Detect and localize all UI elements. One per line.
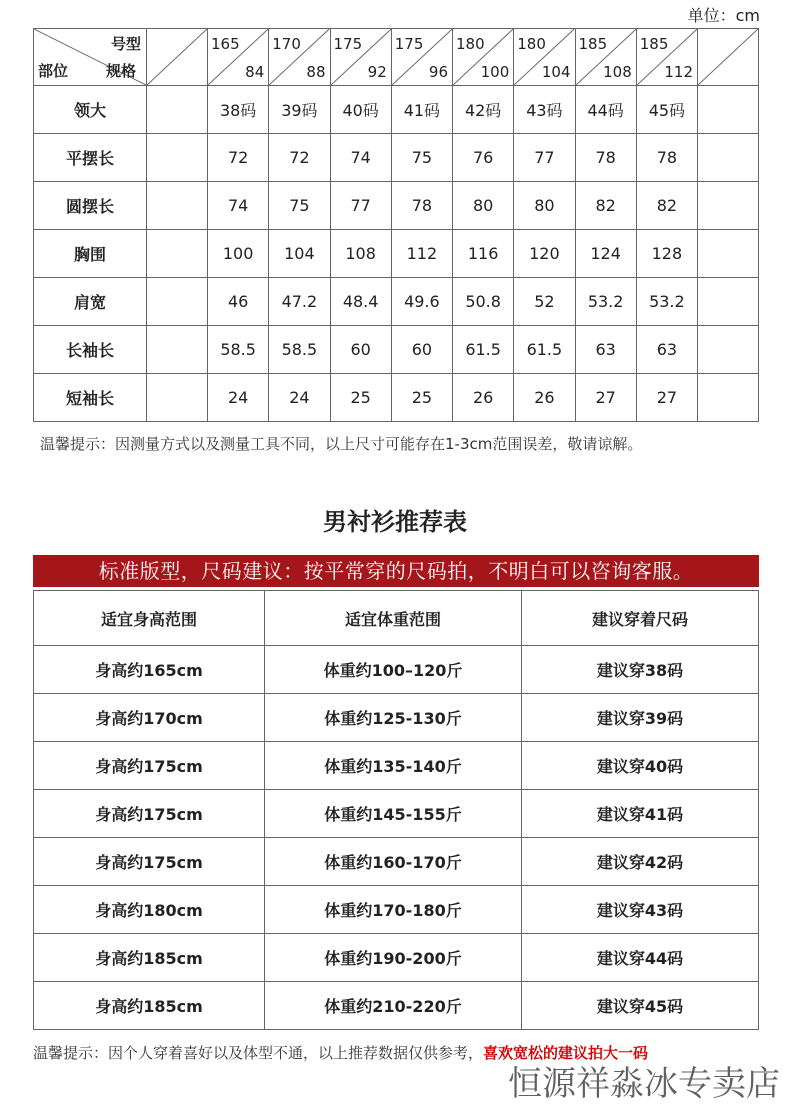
size-value-cell: 61.5 [514,326,575,374]
size-value-cell: 38码 [208,86,269,134]
size-cell: 建议穿41码 [522,790,759,838]
size-value-cell: 48.4 [330,278,391,326]
size-value-cell: 124 [575,230,636,278]
size-value-cell: 74 [330,134,391,182]
size-value-cell: 61.5 [453,326,514,374]
recommend-row [34,646,759,694]
size-header-row [34,29,759,86]
size-value-cell: 58.5 [208,326,269,374]
header-height-value: 180 [456,35,485,53]
size-value-cell: 82 [575,182,636,230]
size-cell: 建议穿39码 [522,694,759,742]
size-row [34,86,759,134]
size-value-cell: 75 [391,134,452,182]
empty-cell-end [698,278,759,326]
size-value-cell: 27 [575,374,636,422]
empty-cell [147,278,208,326]
empty-cell-end [698,86,759,134]
size-value-cell: 72 [269,134,330,182]
size-value-cell: 112 [391,230,452,278]
empty-cell-end [698,230,759,278]
empty-cell [147,182,208,230]
header-chest-value: 92 [367,63,387,81]
header-chest-value: 96 [428,63,448,81]
height-cell: 身高约175cm [34,790,265,838]
size-cell: 建议穿44码 [522,934,759,982]
row-label: 长袖长 [34,326,147,374]
header-height-value: 175 [333,35,363,53]
size-value-cell: 45码 [636,86,697,134]
weight-cell: 体重约100–120斤 [265,646,522,694]
size-value-cell: 24 [269,374,330,422]
header-suggested-size: 建议穿着尺码 [522,591,759,646]
weight-cell: 体重约190-200斤 [265,934,522,982]
header-height-value: 180 [517,35,546,53]
recommend-row [34,886,759,934]
row-label: 胸围 [34,230,147,278]
weight-cell: 体重约135-140斤 [265,742,522,790]
header-chest-value: 100 [480,63,510,81]
size-cell: 建议穿38码 [522,646,759,694]
corner-bottom-right-label: 规格 [105,62,136,80]
height-cell: 身高约165cm [34,646,265,694]
weight-cell: 体重约125-130斤 [265,694,522,742]
size-value-cell: 53.2 [575,278,636,326]
size-value-cell: 128 [636,230,697,278]
row-label: 平摆长 [34,134,147,182]
header-height-range: 适宜身高范围 [34,591,265,646]
header-chest-value: 108 [603,63,632,81]
fit-tip-highlight: 喜欢宽松的建议拍大一码 [483,1044,649,1062]
header-height-value: 175 [394,35,424,53]
size-value-cell: 72 [208,134,269,182]
size-value-cell: 77 [330,182,391,230]
size-row [34,230,759,278]
recommend-table [33,590,759,1030]
size-value-cell: 39码 [269,86,330,134]
size-value-cell: 46 [208,278,269,326]
size-row [34,182,759,230]
row-label: 短袖长 [34,374,147,422]
size-cell: 建议穿42码 [522,838,759,886]
size-header-7 [636,29,697,86]
size-value-cell: 63 [636,326,697,374]
shop-watermark: 恒源祥淼冰专卖店 [508,1064,780,1104]
empty-cell-end [698,182,759,230]
size-value-cell: 78 [391,182,452,230]
size-value-cell: 25 [391,374,452,422]
weight-cell: 体重约170-180斤 [265,886,522,934]
size-value-cell: 116 [453,230,514,278]
size-advice-banner: 标准版型，尺码建议：按平常穿的尺码拍，不明白可以咨询客服。 [33,555,759,587]
empty-cell [147,134,208,182]
size-value-cell: 53.2 [636,278,697,326]
recommend-row [34,790,759,838]
weight-cell: 体重约160-170斤 [265,838,522,886]
height-cell: 身高约175cm [34,742,265,790]
size-value-cell: 44码 [575,86,636,134]
size-value-cell: 108 [330,230,391,278]
size-value-cell: 78 [636,134,697,182]
recommend-title: 男衬衫推荐表 [323,508,467,536]
empty-header-cell [147,29,208,86]
height-cell: 身高约185cm [34,934,265,982]
recommend-row [34,934,759,982]
recommend-row [34,694,759,742]
recommend-row [34,838,759,886]
header-chest-value: 104 [541,63,571,81]
size-cell: 建议穿45码 [522,982,759,1030]
size-value-cell: 75 [269,182,330,230]
header-weight-range: 适宜体重范围 [265,591,522,646]
size-value-cell: 120 [514,230,575,278]
size-row [34,326,759,374]
size-value-cell: 77 [514,134,575,182]
size-value-cell: 82 [636,182,697,230]
size-value-cell: 58.5 [269,326,330,374]
empty-cell-end [698,374,759,422]
empty-cell [147,326,208,374]
recommend-row [34,742,759,790]
size-value-cell: 26 [453,374,514,422]
header-height-value: 185 [639,35,669,53]
empty-cell [147,230,208,278]
empty-cell-end [698,326,759,374]
size-cell: 建议穿40码 [522,742,759,790]
size-value-cell: 26 [514,374,575,422]
empty-header-cell-end [698,29,759,86]
size-value-cell: 25 [330,374,391,422]
height-cell: 身高约175cm [34,838,265,886]
header-chest-value: 88 [306,63,326,81]
row-label: 肩宽 [34,278,147,326]
size-value-cell: 49.6 [391,278,452,326]
recommend-row [34,982,759,1030]
height-cell: 身高约170cm [34,694,265,742]
empty-cell-end [698,134,759,182]
fit-tip-text: 温馨提示：因个人穿着喜好以及体型不通，以上推荐数据仅供参考， [33,1044,484,1062]
size-value-cell: 43码 [514,86,575,134]
size-header-1 [269,29,330,86]
empty-cell [147,374,208,422]
header-chest-value: 112 [664,63,693,81]
unit-label: 单位：cm [687,6,760,25]
weight-cell: 体重约210-220斤 [265,982,522,1030]
size-value-cell: 76 [453,134,514,182]
size-value-cell: 52 [514,278,575,326]
size-header-5 [514,29,575,86]
corner-bottom-left-label: 部位 [38,62,69,80]
size-value-cell: 60 [330,326,391,374]
size-value-cell: 100 [208,230,269,278]
size-value-cell: 24 [208,374,269,422]
height-cell: 身高约180cm [34,886,265,934]
corner-cell [34,29,147,86]
size-cell: 建议穿43码 [522,886,759,934]
size-value-cell: 42码 [453,86,514,134]
size-chart-table [33,28,759,422]
size-value-cell: 40码 [330,86,391,134]
size-header-6 [575,29,636,86]
size-value-cell: 78 [575,134,636,182]
corner-top-label: 号型 [110,35,141,53]
weight-cell: 体重约145-155斤 [265,790,522,838]
size-value-cell: 74 [208,182,269,230]
measurement-tip: 温馨提示：因测量方式以及测量工具不同，以上尺寸可能存在1-3cm范围误差，敬请谅解。 [40,435,643,453]
recommend-header-row [34,591,759,646]
size-value-cell: 104 [269,230,330,278]
size-header-4 [453,29,514,86]
size-row [34,134,759,182]
size-value-cell: 41码 [391,86,452,134]
empty-cell [147,86,208,134]
size-value-cell: 50.8 [453,278,514,326]
header-height-value: 165 [211,35,240,53]
header-height-value: 185 [578,35,608,53]
header-chest-value: 84 [245,63,265,81]
size-value-cell: 80 [453,182,514,230]
row-label: 领大 [34,86,147,134]
size-header-2 [330,29,391,86]
size-header-3 [391,29,452,86]
header-height-value: 170 [272,35,301,53]
size-row [34,278,759,326]
size-value-cell: 47.2 [269,278,330,326]
size-value-cell: 63 [575,326,636,374]
height-cell: 身高约185cm [34,982,265,1030]
size-value-cell: 27 [636,374,697,422]
size-row [34,374,759,422]
size-header-0 [208,29,269,86]
row-label: 圆摆长 [34,182,147,230]
size-value-cell: 60 [391,326,452,374]
size-value-cell: 80 [514,182,575,230]
